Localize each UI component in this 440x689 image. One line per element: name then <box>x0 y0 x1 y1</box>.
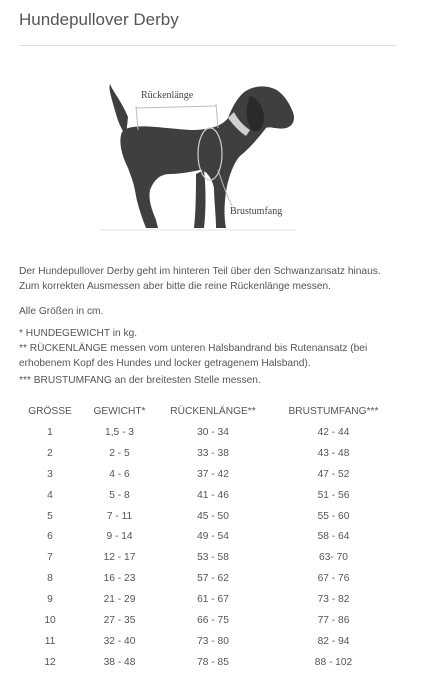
cell-chest-girth: 82 - 94 <box>317 635 350 647</box>
table-row <box>19 610 399 631</box>
cell-chest-girth: 67 - 76 <box>317 573 350 585</box>
cell-size: 6 <box>47 531 53 543</box>
table-row <box>19 547 399 568</box>
size-table <box>19 400 399 673</box>
cell-back-length: 45 - 50 <box>197 510 229 522</box>
table-header-row <box>19 400 399 422</box>
intro-text: Der Hundepullover Derby geht im hinteren Teil über den Schwanzansatz hinaus. Zum korrekten Ausmessen aber bitte die reine Rückenlänge messen. <box>19 266 381 292</box>
title-divider <box>19 45 396 46</box>
cell-chest-girth: 55 - 60 <box>317 510 350 522</box>
cell-size: 3 <box>47 468 53 480</box>
cell-size: 10 <box>44 614 56 626</box>
cell-weight: 32 - 40 <box>103 635 136 647</box>
cell-size: 4 <box>47 489 53 501</box>
cell-size: 8 <box>47 573 53 585</box>
cell-back-length: 78 - 85 <box>197 656 229 668</box>
cell-back-length: 66 - 75 <box>197 614 229 626</box>
chest-girth-label: Brustumfang <box>230 206 283 217</box>
dog-measurement-figure <box>100 70 340 235</box>
cell-back-length: 57 - 62 <box>197 573 229 585</box>
cell-back-length: 33 - 38 <box>197 447 229 459</box>
header-weight: GEWICHT* <box>93 405 146 417</box>
cell-chest-girth: 43 - 48 <box>317 447 350 459</box>
cell-back-length: 61 - 67 <box>197 594 229 606</box>
units-text: Alle Größen in cm. <box>19 306 104 317</box>
cell-back-length: 53 - 58 <box>197 552 229 564</box>
size-table-container <box>19 400 399 673</box>
header-size: GRÖSSE <box>28 405 72 417</box>
cell-weight: 5 - 8 <box>109 489 130 501</box>
cell-weight: 1,5 - 3 <box>105 426 134 438</box>
cell-weight: 12 - 17 <box>103 552 136 564</box>
cell-back-length: 49 - 54 <box>197 531 229 543</box>
table-row <box>19 589 399 610</box>
cell-chest-girth: 73 - 82 <box>317 594 350 606</box>
table-row <box>19 631 399 652</box>
cell-size: 1 <box>47 426 53 438</box>
cell-weight: 7 - 11 <box>106 510 133 522</box>
table-row <box>19 506 399 527</box>
cell-chest-girth: 47 - 52 <box>317 468 350 480</box>
back-length-label: Rückenlänge <box>141 90 194 101</box>
cell-weight: 2 - 5 <box>109 447 130 459</box>
cell-size: 7 <box>47 552 53 564</box>
cell-chest-girth: 77 - 86 <box>317 614 350 626</box>
cell-weight: 4 - 6 <box>109 468 130 480</box>
cell-size: 12 <box>44 656 56 668</box>
cell-weight: 38 - 48 <box>103 656 136 668</box>
note-weight: * HUNDEGEWICHT in kg. <box>19 328 138 339</box>
cell-chest-girth: 58 - 64 <box>317 531 350 543</box>
table-row <box>19 568 399 589</box>
cell-size: 5 <box>47 510 53 522</box>
table-row <box>19 464 399 485</box>
cell-weight: 16 - 23 <box>103 573 136 585</box>
table-row <box>19 485 399 506</box>
cell-size: 11 <box>44 635 56 647</box>
cell-back-length: 73 - 80 <box>197 635 229 647</box>
cell-size: 2 <box>47 447 53 459</box>
cell-weight: 27 - 35 <box>103 614 136 626</box>
cell-chest-girth: 63- 70 <box>319 552 348 564</box>
table-row <box>19 526 399 547</box>
cell-weight: 9 - 14 <box>106 531 133 543</box>
note-back-length: ** RÜCKENLÄNGE messen vom unteren Halsbandrand bis Rutenansatz (bei erhobenem Kopf des Hundes und locker getragenem Halsband). <box>19 343 368 369</box>
page-title: Hundepullover Derby <box>19 10 179 29</box>
cell-chest-girth: 88 - 102 <box>314 656 353 668</box>
dog-silhouette-icon <box>100 70 340 235</box>
cell-chest-girth: 51 - 56 <box>317 489 350 501</box>
table-row <box>19 652 399 673</box>
header-chest-girth: BRUSTUMFANG*** <box>288 405 379 417</box>
cell-back-length: 30 - 34 <box>197 426 229 438</box>
header-back-length: RÜCKENLÄNGE** <box>170 405 256 417</box>
cell-size: 9 <box>47 594 53 606</box>
table-row <box>19 443 399 464</box>
cell-back-length: 41 - 46 <box>197 489 229 501</box>
note-chest-girth: *** BRUSTUMFANG an der breitesten Stelle messen. <box>19 375 261 386</box>
table-row <box>19 422 399 443</box>
cell-weight: 21 - 29 <box>103 594 136 606</box>
cell-chest-girth: 42 - 44 <box>317 426 350 438</box>
cell-back-length: 37 - 42 <box>197 468 229 480</box>
